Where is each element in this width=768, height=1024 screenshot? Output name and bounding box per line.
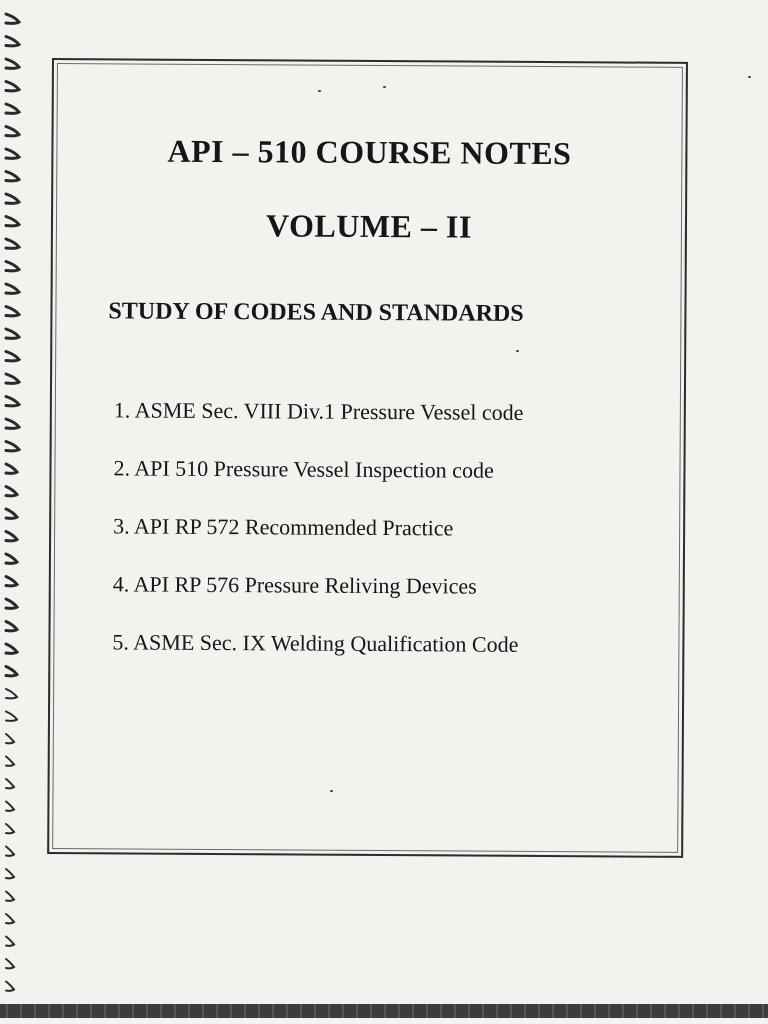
binding-hole-mark (6, 712, 17, 721)
binding-hole-mark (6, 464, 17, 473)
binding-hole-mark (6, 779, 14, 788)
scan-speck (383, 86, 386, 88)
binding-hole-mark (6, 554, 17, 563)
binding-hole-marks (0, 0, 28, 1000)
scan-speck (748, 76, 751, 78)
document-subtitle: STUDY OF CODES AND STANDARDS (108, 298, 524, 327)
binding-hole-mark (6, 262, 19, 271)
binding-hole-mark (6, 59, 19, 68)
contents-item: 5. ASME Sec. IX Welding Qualification Code (112, 629, 519, 657)
binding-hole-mark (6, 509, 17, 518)
binding-hole-mark (6, 487, 17, 496)
contents-item: 3. API RP 572 Recommended Practice (113, 513, 454, 541)
binding-hole-mark (6, 239, 19, 248)
scan-edge-rule (0, 1004, 768, 1018)
scan-speck (330, 790, 333, 792)
spiral-binding-holes (0, 0, 28, 1000)
binding-hole-mark (6, 982, 14, 991)
binding-hole-mark (6, 937, 14, 946)
binding-hole-mark (6, 127, 19, 136)
binding-hole-mark (6, 644, 17, 653)
scan-speck (516, 350, 519, 352)
binding-hole-mark (6, 149, 19, 158)
binding-hole-mark (6, 217, 19, 226)
binding-hole-mark (6, 104, 19, 113)
binding-hole-mark (6, 959, 14, 968)
cover-border-frame (47, 58, 688, 858)
contents-item: 4. API RP 576 Pressure Reliving Devices (112, 571, 477, 599)
contents-list (112, 396, 523, 688)
binding-hole-mark (6, 442, 19, 451)
volume-label: VOLUME – II (265, 207, 472, 245)
binding-hole-mark (6, 374, 19, 383)
binding-hole-mark (6, 869, 14, 878)
contents-item: 1. ASME Sec. VIII Div.1 Pressure Vessel code (113, 397, 524, 425)
binding-hole-mark (6, 892, 14, 901)
binding-hole-mark (6, 802, 14, 811)
binding-hole-mark (6, 329, 19, 338)
binding-hole-mark (6, 172, 19, 181)
binding-hole-mark (6, 622, 17, 631)
binding-hole-mark (6, 352, 19, 361)
contents-item: 2. API 510 Pressure Vessel Inspection code (113, 455, 494, 483)
binding-hole-mark (6, 307, 19, 316)
document-title: API – 510 COURSE NOTES (167, 132, 572, 172)
binding-hole-mark (6, 82, 19, 91)
binding-hole-mark (6, 577, 17, 586)
binding-hole-mark (6, 532, 17, 541)
binding-hole-mark (6, 419, 19, 428)
binding-hole-mark (6, 14, 19, 23)
binding-hole-mark (6, 599, 17, 608)
binding-hole-mark (6, 194, 19, 203)
binding-hole-mark (6, 284, 19, 293)
binding-hole-mark (6, 37, 19, 46)
binding-hole-mark (6, 914, 14, 923)
binding-hole-mark (6, 824, 14, 833)
binding-hole-mark (6, 847, 14, 856)
binding-hole-mark (6, 734, 14, 743)
binding-hole-mark (6, 689, 17, 698)
binding-hole-mark (6, 757, 14, 766)
scan-speck (318, 90, 321, 92)
binding-hole-mark (6, 397, 19, 406)
binding-hole-mark (6, 667, 17, 676)
